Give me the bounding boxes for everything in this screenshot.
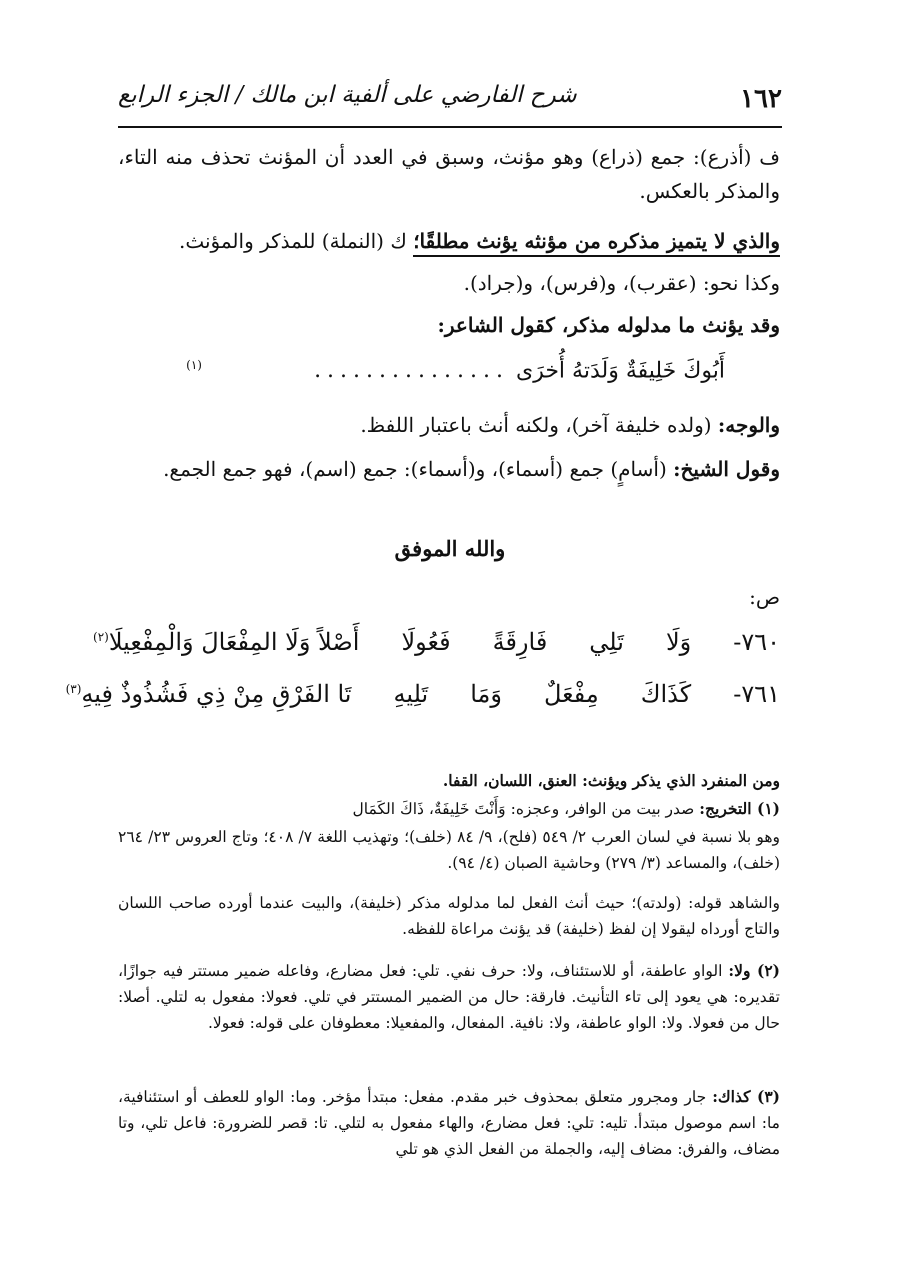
footnote-2 — [118, 958, 780, 1036]
closing-phrase: والله الموفق — [394, 536, 506, 561]
rule-example: ك (النملة) للمذكر والمؤنث. — [178, 229, 407, 253]
footnote-text: صدر بيت من الوافر، وعجزه: وَأَنْتَ خَلِيفَةٌ، ذَاكَ الكَمَال — [352, 800, 695, 818]
page-number: ١٦٢ — [740, 84, 782, 114]
footnote-3 — [118, 1084, 780, 1162]
bold-rule-text: والذي لا يتميز مذكره من مؤنثه يؤنث مطلقًا؛ — [413, 229, 780, 257]
footnote-1 — [118, 796, 780, 822]
header-divider — [118, 126, 782, 128]
footnote-1-evidence: والشاهد قوله: (ولدته)؛ حيث أنث الفعل لما مدلوله مذكر (خليفة)، والبيت عندما أورده صاحب اللسان والتاج أورداه ليقولا إن لفظ (خليفة) قد يؤنث مراعاة للفظه. — [118, 894, 780, 938]
paragraph-2 — [118, 224, 780, 258]
poem-line-760 — [93, 628, 780, 656]
paragraph-lead: والوجه: — [717, 413, 780, 437]
poem-word: وَمَا — [470, 680, 502, 708]
footnote-label: (٢) ولا: — [728, 961, 780, 980]
footnote-text: الواو عاطفة، أو للاستئناف، ولا: حرف نفي. تلي: فعل مضارع، وفاعله ضمير مستتر فيه جوازًا، تقديره: هي يعود إلى تاء التأنيث. فارقة: حال من الضمير المستتر في تلي. فعولا: مفعول به لتلي. أصلا: حال من فعولا. ولا: الواو عاطفة، ولا: نافية. المفعال، والمفعيلا: معطوفان على قوله: فعولا. — [118, 962, 780, 1032]
poem-word: مِفْعَلٌ — [543, 680, 599, 708]
footnote-intro: ومن المنفرد الذي يذكر ويؤنث: العنق، اللسان، القفا. — [442, 771, 780, 790]
paragraph-3: وكذا نحو: (عقرب)، و(فرس)، و(جراد). — [463, 271, 780, 295]
paragraph-6 — [118, 452, 780, 486]
line-number: ٧٦٠- — [733, 628, 780, 656]
paragraph-body: (ولده خليفة آخر)، ولكنه أنث باعتبار اللفظ. — [360, 413, 712, 437]
footnote-ref: (٣) — [65, 682, 82, 696]
footnote-ref: (٢) — [93, 630, 109, 644]
poem-word: وَلَا — [665, 628, 692, 656]
poem-word: تَا الفَرْقِ مِنْ ذِي فَشُذُوذٌ فِيهِ$^{(٣)}$ — [65, 680, 352, 708]
paragraph-lead: وقول الشيخ: — [673, 457, 780, 481]
paragraph-body: (أسامٍ) جمع (أسماء)، و(أسماء): جمع (اسم)، فهو جمع الجمع. — [163, 457, 667, 481]
poem-word: فَعُولَا — [401, 628, 451, 656]
poem-word: تَلِي — [589, 628, 624, 656]
line-number: ٧٦١- — [733, 680, 780, 708]
footnote-ref: (١) — [186, 358, 202, 372]
paragraph-1: ف (أذرع): جمع (ذراع) وهو مؤنث، وسبق في العدد أن المؤنث تحذف منه التاء، والمذكر بالعكس. — [118, 145, 780, 203]
verse-text: أَبُوكَ خَلِيفَةٌ وَلَدَتهُ أُخرَى — [515, 358, 725, 384]
poem-word: كَذَاكَ — [640, 680, 692, 708]
poem-line-761 — [65, 680, 780, 708]
footnote-label: (٣) كذاك: — [712, 1087, 780, 1106]
poem-word: أَصْلاً وَلَا المِفْعَالَ وَالْمِفْعِيلَا$^{(٢)}$ — [93, 628, 360, 656]
poem-word: فَارِقَةً — [492, 628, 548, 656]
footnote-1-sources: وهو بلا نسبة في لسان العرب ٢/ ٥٤٩ (فلح)، ٩/ ٨٤ (خلف)؛ وتهذيب اللغة ٧/ ٤٠٨؛ وتاج العروس ٢٣/ ٢٦٤ (خلف)، والمساعد (٣/ ٢٧٩) وحاشية الصبان (٤/ ٩٤). — [118, 828, 781, 872]
running-title: شرح الفارضي على ألفية ابن مالك / الجزء الرابع — [118, 82, 577, 108]
paragraph-4: وقد يؤنث ما مدلوله مذكر، كقول الشاعر: — [437, 313, 780, 337]
paragraph-5 — [118, 408, 780, 442]
footnote-text: جار ومجرور متعلق بمحذوف خبر مقدم. مفعل: مبتدأ مؤخر. وما: الواو للعطف أو استئنافية، ما: اسم موصول مبتدأ. تليه: تلي: فعل مضارع، والهاء مفعول به لتلي. تا: قصر للضرورة: فاعل تلي، وتا مضاف، والفرق: مضاف إليه، والجملة من الفعل الذي هو تلي — [118, 1088, 780, 1158]
page-header — [118, 78, 782, 124]
poem-word: تَلِيهِ — [393, 680, 429, 708]
section-marker: ص: — [749, 585, 780, 609]
footnote-label: (١) التخريج: — [699, 799, 780, 818]
verse-ellipsis: ............... — [314, 358, 509, 384]
poetry-verse — [186, 358, 725, 383]
